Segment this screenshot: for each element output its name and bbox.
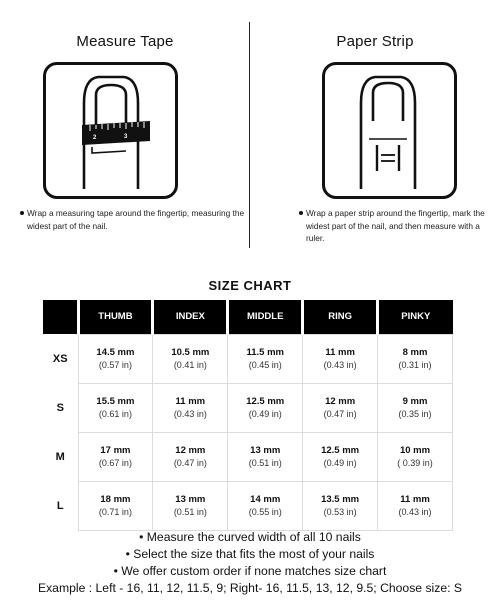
table-cell <box>378 383 453 432</box>
table-cell <box>303 383 378 432</box>
table-cell <box>378 432 453 481</box>
cell-mm: 15.5 mm <box>96 396 135 407</box>
bullet-icon <box>20 211 24 215</box>
table-row <box>43 432 453 481</box>
cell-mm: 10.5 mm <box>171 347 210 358</box>
table-cell <box>153 383 228 432</box>
header-ring: RING <box>303 300 378 334</box>
cell-mm: 13 mm <box>250 445 281 456</box>
cell-inch: (0.71 in) <box>98 507 132 517</box>
cell-inch: (0.49 in) <box>323 458 357 468</box>
note-line: • Select the size that fits the most of your nails <box>125 547 375 561</box>
table-cell <box>78 334 153 383</box>
table-cell <box>78 383 153 432</box>
size-label-m: M <box>55 450 65 463</box>
table-cell <box>228 481 303 530</box>
cell-inch: ( 0.39 in) <box>397 458 433 468</box>
cell-mm: 14.5 mm <box>96 347 135 358</box>
cell-mm: 10 mm <box>399 445 431 456</box>
cell-mm: 18 mm <box>100 494 131 505</box>
cell-mm: 17 mm <box>100 445 131 456</box>
section-divider <box>249 22 250 248</box>
cell-inch: (0.43 in) <box>323 360 357 370</box>
size-label-xs: XS <box>52 352 68 365</box>
table-cell <box>378 334 453 383</box>
finger-with-paper-strip-icon <box>325 65 454 196</box>
tape-number-2: 2 <box>93 135 97 141</box>
cell-inch: (0.51 in) <box>248 458 282 468</box>
cell-mm: 11 mm <box>400 494 430 505</box>
cell-inch: (0.45 in) <box>248 360 282 370</box>
table-cell <box>378 481 453 530</box>
paper-strip-instruction-text: Wrap a paper strip around the fingertip, mark the widest part of the nail, and then measure with a ruler. <box>306 208 485 243</box>
cell-inch: (0.31 in) <box>398 360 432 370</box>
cell-inch: (0.43 in) <box>173 409 207 419</box>
cell-inch: (0.67 in) <box>98 458 132 468</box>
cell-mm: 12 mm <box>175 445 206 456</box>
cell-mm: 9 mm <box>402 396 428 407</box>
cell-inch: (0.57 in) <box>98 360 132 370</box>
header-thumb: THUMB <box>78 300 153 334</box>
size-notes <box>0 529 500 597</box>
measure-tape-instruction-text: Wrap a measuring tape around the fingertip, measuring the widest part of the nail. <box>27 208 245 231</box>
cell-inch: (0.47 in) <box>173 458 207 468</box>
example-line: Example : Left - 16, 11, 12, 11.5, 9; Right- 16, 11.5, 13, 12, 9.5; Choose size: S <box>37 581 463 595</box>
cell-inch: (0.41 in) <box>173 360 207 370</box>
cell-mm: 13 mm <box>175 494 206 505</box>
tape-number-3: 3 <box>124 134 128 140</box>
size-label-s: S <box>56 401 64 414</box>
paper-strip-title: Paper Strip <box>336 33 414 50</box>
table-cell <box>303 334 378 383</box>
cell-mm: 12 mm <box>325 396 356 407</box>
header-corner <box>43 300 78 334</box>
size-label-l: L <box>56 499 64 512</box>
table-row <box>43 481 453 530</box>
table-row <box>43 334 453 383</box>
table-cell <box>303 481 378 530</box>
cell-mm: 11 mm <box>325 347 355 358</box>
table-cell <box>153 334 228 383</box>
cell-inch: (0.61 in) <box>98 409 132 419</box>
finger-with-tape-icon <box>46 65 175 196</box>
paper-strip-icon <box>322 62 457 199</box>
cell-inch: (0.49 in) <box>248 409 282 419</box>
cell-mm: 8 mm <box>402 347 428 358</box>
table-cell <box>303 432 378 481</box>
bullet-icon <box>299 211 303 215</box>
table-row <box>43 383 453 432</box>
note-line: • We offer custom order if none matches size chart <box>113 564 387 578</box>
size-chart-table <box>43 300 453 531</box>
header-middle: MIDDLE <box>228 300 303 334</box>
size-chart-title: SIZE CHART <box>208 278 292 293</box>
table-cell <box>153 481 228 530</box>
table-cell <box>228 432 303 481</box>
cell-inch: (0.55 in) <box>248 507 282 517</box>
measure-tape-title: Measure Tape <box>76 33 174 50</box>
cell-mm: 12.5 mm <box>321 445 360 456</box>
cell-inch: (0.35 in) <box>398 409 432 419</box>
size-chart-header-row <box>43 300 453 334</box>
cell-mm: 12.5 mm <box>246 396 285 407</box>
header-index: INDEX <box>153 300 228 334</box>
cell-inch: (0.51 in) <box>173 507 207 517</box>
note-line: • Measure the curved width of all 10 nails <box>139 530 361 544</box>
cell-inch: (0.53 in) <box>323 507 357 517</box>
table-cell <box>78 481 153 530</box>
cell-mm: 11.5 mm <box>246 347 284 358</box>
header-pinky: PINKY <box>378 300 453 334</box>
measure-tape-icon <box>43 62 178 199</box>
cell-mm: 11 mm <box>175 396 206 407</box>
table-cell <box>228 334 303 383</box>
cell-inch: (0.47 in) <box>323 409 357 419</box>
cell-mm: 14 mm <box>250 494 281 505</box>
cell-inch: (0.43 in) <box>398 507 432 517</box>
cell-mm: 13.5 mm <box>321 494 360 505</box>
table-cell <box>228 383 303 432</box>
paper-strip-instruction <box>306 207 496 245</box>
measure-tape-instruction <box>27 207 247 232</box>
table-cell <box>78 432 153 481</box>
table-cell <box>153 432 228 481</box>
